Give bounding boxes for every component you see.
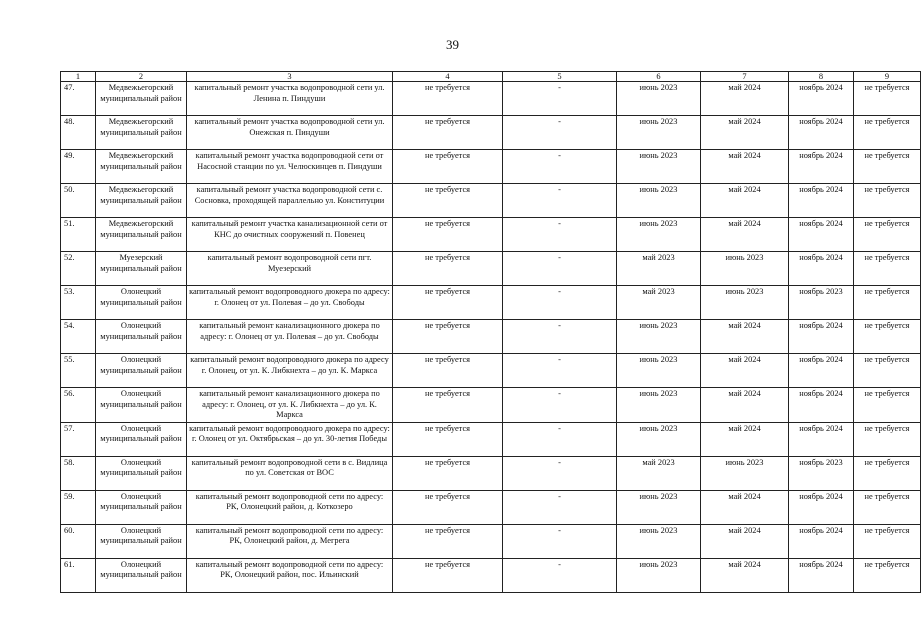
column-header-9: 9 <box>854 72 921 82</box>
cell-requirement: не требуется <box>393 150 503 184</box>
cell-end-date: май 2024 <box>701 354 789 388</box>
cell-dash-cell: - <box>503 82 617 116</box>
cell-requirement: не требуется <box>393 558 503 592</box>
cell-status: не требуется <box>854 456 921 490</box>
cell-work-description: капитальный ремонт водопроводной сети по адресу: РК, Олонецкий район, д. Мегрега <box>187 524 393 558</box>
cell-status: не требуется <box>854 524 921 558</box>
table-row <box>61 490 921 524</box>
cell-status: не требуется <box>854 320 921 354</box>
cell-status: не требуется <box>854 252 921 286</box>
cell-work-description: капитальный ремонт водопроводного дюкера по адресу: г. Олонец от ул. Полевая – до ул. Свободы <box>187 286 393 320</box>
cell-work-description: капитальный ремонт водопроводного дюкера по адресу г. Олонец, от ул. К. Либкнехта – до ул. К. Маркса <box>187 354 393 388</box>
table-row <box>61 558 921 592</box>
cell-work-description: капитальный ремонт водопроводной сети по адресу: РК, Олонецкий район, д. Коткозеро <box>187 490 393 524</box>
cell-requirement: не требуется <box>393 320 503 354</box>
column-header-1: 1 <box>61 72 96 82</box>
cell-municipality: Олонецкий муниципальный район <box>96 320 187 354</box>
cell-start-date: июнь 2023 <box>617 320 701 354</box>
cell-status: не требуется <box>854 490 921 524</box>
cell-municipality: Олонецкий муниципальный район <box>96 490 187 524</box>
cell-requirement: не требуется <box>393 456 503 490</box>
data-table <box>60 71 921 593</box>
table-header <box>61 72 921 82</box>
cell-municipality: Олонецкий муниципальный район <box>96 286 187 320</box>
cell-dash-cell: - <box>503 184 617 218</box>
cell-dash-cell: - <box>503 354 617 388</box>
table-row <box>61 388 921 423</box>
cell-row-number: 47. <box>61 82 96 116</box>
cell-municipality: Медвежьегорский муниципальный район <box>96 184 187 218</box>
cell-start-date: май 2023 <box>617 286 701 320</box>
cell-status: не требуется <box>854 116 921 150</box>
cell-completion-date: ноябрь 2023 <box>789 286 854 320</box>
cell-requirement: не требуется <box>393 116 503 150</box>
column-header-6: 6 <box>617 72 701 82</box>
cell-dash-cell: - <box>503 388 617 423</box>
cell-work-description: капитальный ремонт водопроводной сети пгт. Муезерский <box>187 252 393 286</box>
cell-municipality: Олонецкий муниципальный район <box>96 456 187 490</box>
cell-start-date: май 2023 <box>617 456 701 490</box>
cell-completion-date: ноябрь 2024 <box>789 252 854 286</box>
cell-status: не требуется <box>854 218 921 252</box>
cell-municipality: Медвежьегорский муниципальный район <box>96 150 187 184</box>
cell-end-date: май 2024 <box>701 422 789 456</box>
column-header-5: 5 <box>503 72 617 82</box>
cell-municipality: Медвежьегорский муниципальный район <box>96 218 187 252</box>
table-row <box>61 252 921 286</box>
cell-start-date: июнь 2023 <box>617 524 701 558</box>
cell-dash-cell: - <box>503 456 617 490</box>
cell-work-description: капитальный ремонт участка водопроводной сети ул. Онежская п. Пиндуши <box>187 116 393 150</box>
cell-row-number: 60. <box>61 524 96 558</box>
cell-completion-date: ноябрь 2024 <box>789 422 854 456</box>
cell-municipality: Олонецкий муниципальный район <box>96 354 187 388</box>
table-row <box>61 320 921 354</box>
column-header-8: 8 <box>789 72 854 82</box>
cell-end-date: май 2024 <box>701 388 789 423</box>
cell-municipality: Медвежьегорский муниципальный район <box>96 116 187 150</box>
cell-requirement: не требуется <box>393 252 503 286</box>
cell-work-description: капитальный ремонт участка водопроводной сети ул. Ленина п. Пиндуши <box>187 82 393 116</box>
cell-dash-cell: - <box>503 286 617 320</box>
cell-requirement: не требуется <box>393 354 503 388</box>
cell-start-date: июнь 2023 <box>617 82 701 116</box>
cell-status: не требуется <box>854 422 921 456</box>
cell-dash-cell: - <box>503 218 617 252</box>
column-header-4: 4 <box>393 72 503 82</box>
page-number: 39 <box>446 37 459 52</box>
cell-row-number: 48. <box>61 116 96 150</box>
cell-row-number: 51. <box>61 218 96 252</box>
cell-start-date: июнь 2023 <box>617 388 701 423</box>
cell-row-number: 57. <box>61 422 96 456</box>
cell-completion-date: ноябрь 2024 <box>789 82 854 116</box>
cell-start-date: май 2023 <box>617 252 701 286</box>
table-row <box>61 354 921 388</box>
cell-municipality: Муезерский муниципальный район <box>96 252 187 286</box>
table-row <box>61 116 921 150</box>
cell-completion-date: ноябрь 2024 <box>789 150 854 184</box>
cell-dash-cell: - <box>503 116 617 150</box>
cell-end-date: май 2024 <box>701 524 789 558</box>
cell-start-date: июнь 2023 <box>617 490 701 524</box>
cell-start-date: июнь 2023 <box>617 218 701 252</box>
table-body <box>61 82 921 593</box>
cell-row-number: 59. <box>61 490 96 524</box>
table-row <box>61 82 921 116</box>
cell-start-date: июнь 2023 <box>617 422 701 456</box>
cell-municipality: Олонецкий муниципальный район <box>96 388 187 423</box>
cell-completion-date: ноябрь 2024 <box>789 218 854 252</box>
cell-requirement: не требуется <box>393 82 503 116</box>
cell-status: не требуется <box>854 354 921 388</box>
cell-row-number: 52. <box>61 252 96 286</box>
cell-end-date: июнь 2023 <box>701 456 789 490</box>
cell-completion-date: ноябрь 2024 <box>789 524 854 558</box>
cell-work-description: капитальный ремонт участка водопроводной сети от Насосной станции по ул. Челюскинцев п. Пиндуши <box>187 150 393 184</box>
cell-completion-date: ноябрь 2024 <box>789 320 854 354</box>
cell-work-description: капитальный ремонт водопроводной сети в с. Видлица по ул. Советская от ВОС <box>187 456 393 490</box>
cell-dash-cell: - <box>503 558 617 592</box>
cell-completion-date: ноябрь 2024 <box>789 558 854 592</box>
cell-requirement: не требуется <box>393 388 503 423</box>
cell-work-description: капитальный ремонт участка канализационной сети от КНС до очистных сооружений п. Повенец <box>187 218 393 252</box>
cell-end-date: май 2024 <box>701 320 789 354</box>
cell-start-date: июнь 2023 <box>617 184 701 218</box>
table-row <box>61 422 921 456</box>
cell-completion-date: ноябрь 2024 <box>789 184 854 218</box>
cell-completion-date: ноябрь 2024 <box>789 490 854 524</box>
table-row <box>61 286 921 320</box>
cell-requirement: не требуется <box>393 218 503 252</box>
cell-start-date: июнь 2023 <box>617 150 701 184</box>
cell-row-number: 50. <box>61 184 96 218</box>
table-row <box>61 150 921 184</box>
cell-municipality: Олонецкий муниципальный район <box>96 524 187 558</box>
cell-dash-cell: - <box>503 490 617 524</box>
cell-status: не требуется <box>854 82 921 116</box>
cell-work-description: капитальный ремонт канализационного дюкера по адресу: г. Олонец от ул. Полевая – до ул. Свободы <box>187 320 393 354</box>
cell-dash-cell: - <box>503 252 617 286</box>
cell-municipality: Олонецкий муниципальный район <box>96 422 187 456</box>
cell-requirement: не требуется <box>393 524 503 558</box>
cell-row-number: 49. <box>61 150 96 184</box>
cell-work-description: капитальный ремонт участка водопроводной сети с. Сосновка, проходящей параллельно ул. Конституции <box>187 184 393 218</box>
cell-dash-cell: - <box>503 524 617 558</box>
cell-row-number: 54. <box>61 320 96 354</box>
cell-municipality: Олонецкий муниципальный район <box>96 558 187 592</box>
cell-requirement: не требуется <box>393 422 503 456</box>
cell-status: не требуется <box>854 388 921 423</box>
column-header-3: 3 <box>187 72 393 82</box>
cell-end-date: май 2024 <box>701 558 789 592</box>
cell-end-date: июнь 2023 <box>701 252 789 286</box>
cell-work-description: капитальный ремонт канализационного дюкера по адресу: г. Олонец, от ул. К. Либкнехта – до ул. К. Маркса <box>187 388 393 423</box>
cell-start-date: июнь 2023 <box>617 558 701 592</box>
cell-end-date: май 2024 <box>701 116 789 150</box>
cell-completion-date: ноябрь 2024 <box>789 116 854 150</box>
cell-requirement: не требуется <box>393 286 503 320</box>
cell-dash-cell: - <box>503 320 617 354</box>
cell-end-date: май 2024 <box>701 490 789 524</box>
column-header-2: 2 <box>96 72 187 82</box>
cell-status: не требуется <box>854 558 921 592</box>
cell-start-date: июнь 2023 <box>617 354 701 388</box>
cell-end-date: май 2024 <box>701 218 789 252</box>
cell-work-description: капитальный ремонт водопроводной сети по адресу: РК, Олонецкий район, пос. Ильинский <box>187 558 393 592</box>
cell-dash-cell: - <box>503 150 617 184</box>
cell-completion-date: ноябрь 2023 <box>789 456 854 490</box>
cell-row-number: 53. <box>61 286 96 320</box>
cell-requirement: не требуется <box>393 184 503 218</box>
cell-end-date: май 2024 <box>701 150 789 184</box>
cell-dash-cell: - <box>503 422 617 456</box>
cell-end-date: май 2024 <box>701 82 789 116</box>
cell-start-date: июнь 2023 <box>617 116 701 150</box>
cell-status: не требуется <box>854 150 921 184</box>
table-row <box>61 456 921 490</box>
cell-end-date: май 2024 <box>701 184 789 218</box>
cell-completion-date: ноябрь 2024 <box>789 354 854 388</box>
column-header-7: 7 <box>701 72 789 82</box>
table-row <box>61 218 921 252</box>
cell-work-description: капитальный ремонт водопроводного дюкера по адресу: г. Олонец от ул. Октябрьская – до ул. 30-летия Победы <box>187 422 393 456</box>
cell-end-date: июнь 2023 <box>701 286 789 320</box>
cell-row-number: 58. <box>61 456 96 490</box>
table-row <box>61 524 921 558</box>
cell-completion-date: ноябрь 2024 <box>789 388 854 423</box>
cell-status: не требуется <box>854 184 921 218</box>
cell-row-number: 61. <box>61 558 96 592</box>
cell-row-number: 55. <box>61 354 96 388</box>
cell-requirement: не требуется <box>393 490 503 524</box>
table-row <box>61 184 921 218</box>
cell-status: не требуется <box>854 286 921 320</box>
cell-row-number: 56. <box>61 388 96 423</box>
header-row <box>61 72 921 82</box>
cell-municipality: Медвежьегорский муниципальный район <box>96 82 187 116</box>
